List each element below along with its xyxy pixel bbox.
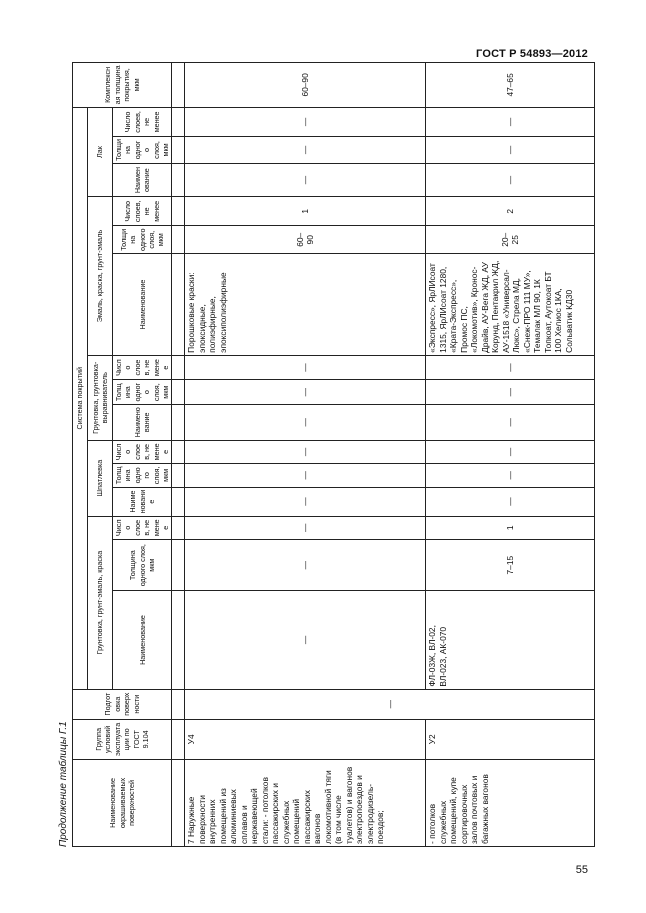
col-header-leveling-primer: Грунтовка, грунтовка-выравниватель: [88, 355, 113, 440]
varnish-name-cell: —: [185, 163, 426, 196]
sub-header-layers: Число слоев, не менее: [113, 197, 172, 226]
sub-header-layers: Число слоев, не менее: [113, 516, 172, 539]
enamel-layers-cell: 2: [426, 197, 595, 226]
enamel-thickness-cell: 20–25: [426, 226, 595, 254]
putty-name-cell: —: [426, 487, 595, 516]
surface-cell: 7 Наружные поверхности внутренних помещений из алюминиевых сплавов и нержавеющей стали: - потолков пассажирских и служебных помещений пассажирских вагонов локомотивной тяги (в том числе туалетов) и вагонов электропоездов и электродизель-поездов;: [185, 759, 426, 846]
standard-code: ГОСТ Р 54893—2012: [476, 48, 588, 60]
col-header-system: Система покрытий: [73, 107, 88, 689]
total-thickness-cell: 60–90: [185, 63, 426, 108]
col-header-group: Группа условий эксплуатации по ГОСТ 9.104: [73, 719, 172, 759]
primer-thickness-cell: —: [185, 540, 426, 591]
total-thickness-cell: 47–65: [426, 63, 595, 108]
putty-layers-cell: —: [185, 440, 426, 463]
sub-header-thickness: Толщина одного слоя, мкм: [113, 137, 172, 164]
table-row: [426, 63, 595, 847]
sub-header-name: Наименование: [113, 163, 172, 196]
leveling-name-cell: —: [426, 404, 595, 440]
varnish-layers-cell: —: [185, 107, 426, 136]
sub-header-thickness: Толщина одного слоя, мкм: [113, 540, 172, 591]
varnish-thickness-cell: —: [426, 137, 595, 164]
table-caption: Продолжение таблицы Г.1: [58, 721, 69, 847]
enamel-layers-cell: 1: [185, 197, 426, 226]
leveling-layers-cell: —: [185, 355, 426, 380]
putty-thickness-cell: —: [426, 464, 595, 487]
sub-header-name: Наименование: [113, 254, 172, 356]
enamel-name-cell: Порошковые краски: эпоксидные, полиэфирные, эпоксиполиэфирные: [185, 254, 426, 356]
primer-name-cell: —: [185, 591, 426, 689]
column-number-row: [172, 63, 185, 847]
col-header-varnish: Лак: [88, 107, 113, 197]
leveling-thickness-cell: —: [185, 380, 426, 405]
col-header-putty: Шпатлевка: [88, 440, 113, 516]
rotated-table-content: [58, 62, 588, 847]
col-header-primer-enamel: Грунтовка, грунт-эмаль, краска: [88, 516, 113, 689]
group-cell: У2: [426, 719, 595, 759]
sub-header-name: Наименование: [113, 404, 172, 440]
sub-header-thickness: Толщина одного слоя, мкм: [113, 226, 172, 254]
varnish-thickness-cell: —: [185, 137, 426, 164]
varnish-name-cell: —: [426, 163, 595, 196]
leveling-thickness-cell: —: [426, 380, 595, 405]
putty-thickness-cell: —: [185, 464, 426, 487]
col-header-prep: Подготовка поверхности: [73, 689, 172, 719]
col-header-enamel: Эмаль, краска, грунт-эмаль: [88, 197, 113, 356]
group-cell: У4: [185, 719, 426, 759]
sub-header-name: Наименование: [113, 487, 172, 516]
putty-name-cell: —: [185, 487, 426, 516]
putty-layers-cell: —: [426, 440, 595, 463]
page-number: 55: [575, 864, 588, 876]
enamel-name-cell: «Экспресс», ЯрЛИсоат 1315, ЯрЛИсоат 1280, «Крата-Экспресс», Промос ПС, «Локомотив», Кронос-Драйв, АУ-Вега ЖД, АУ Корунд, Пентакрил ЖД, АУ-1518 «Универсал-Люкс», Стрела МД, «Снеж-ПРО 111 МУ», Темалак МЛ 90, 1К Топкоат, Аутокоат БТ 100 Хелиос 1КА, Сольватик КД30: [426, 254, 595, 356]
sub-header-layers: Число слоев, не менее: [113, 355, 172, 380]
leveling-name-cell: —: [185, 404, 426, 440]
surface-cell: - потолков служебных помещений, купе сортировочных залов почтовых и багажных вагонов: [426, 759, 595, 846]
sub-header-thickness: Толщина одного слоя, мкм: [113, 380, 172, 405]
primer-layers-cell: 1: [426, 516, 595, 539]
col-header-surface: Наименование окрашиваемых поверхностей: [73, 759, 172, 846]
varnish-layers-cell: —: [426, 107, 595, 136]
sub-header-name: Наименование: [113, 591, 172, 689]
coating-systems-table: [72, 62, 595, 847]
primer-layers-cell: —: [185, 516, 426, 539]
sub-header-thickness: Толщина одного слоя, мкм: [113, 464, 172, 487]
prep-cell: —: [185, 689, 595, 719]
rotated-table-area: [58, 62, 588, 847]
table-row: [185, 63, 426, 847]
sub-header-layers: Число слоев, не менее: [113, 440, 172, 463]
col-header-total: Комплексная толщина покрытия, мкм: [73, 63, 172, 108]
enamel-thickness-cell: 60–90: [185, 226, 426, 254]
sub-header-layers: Число слоев, не менее: [113, 107, 172, 136]
leveling-layers-cell: —: [426, 355, 595, 380]
primer-thickness-cell: 7–15: [426, 540, 595, 591]
primer-name-cell: ФЛ-03Ж, ВЛ-02, ВЛ-023, АК-070: [426, 591, 595, 689]
